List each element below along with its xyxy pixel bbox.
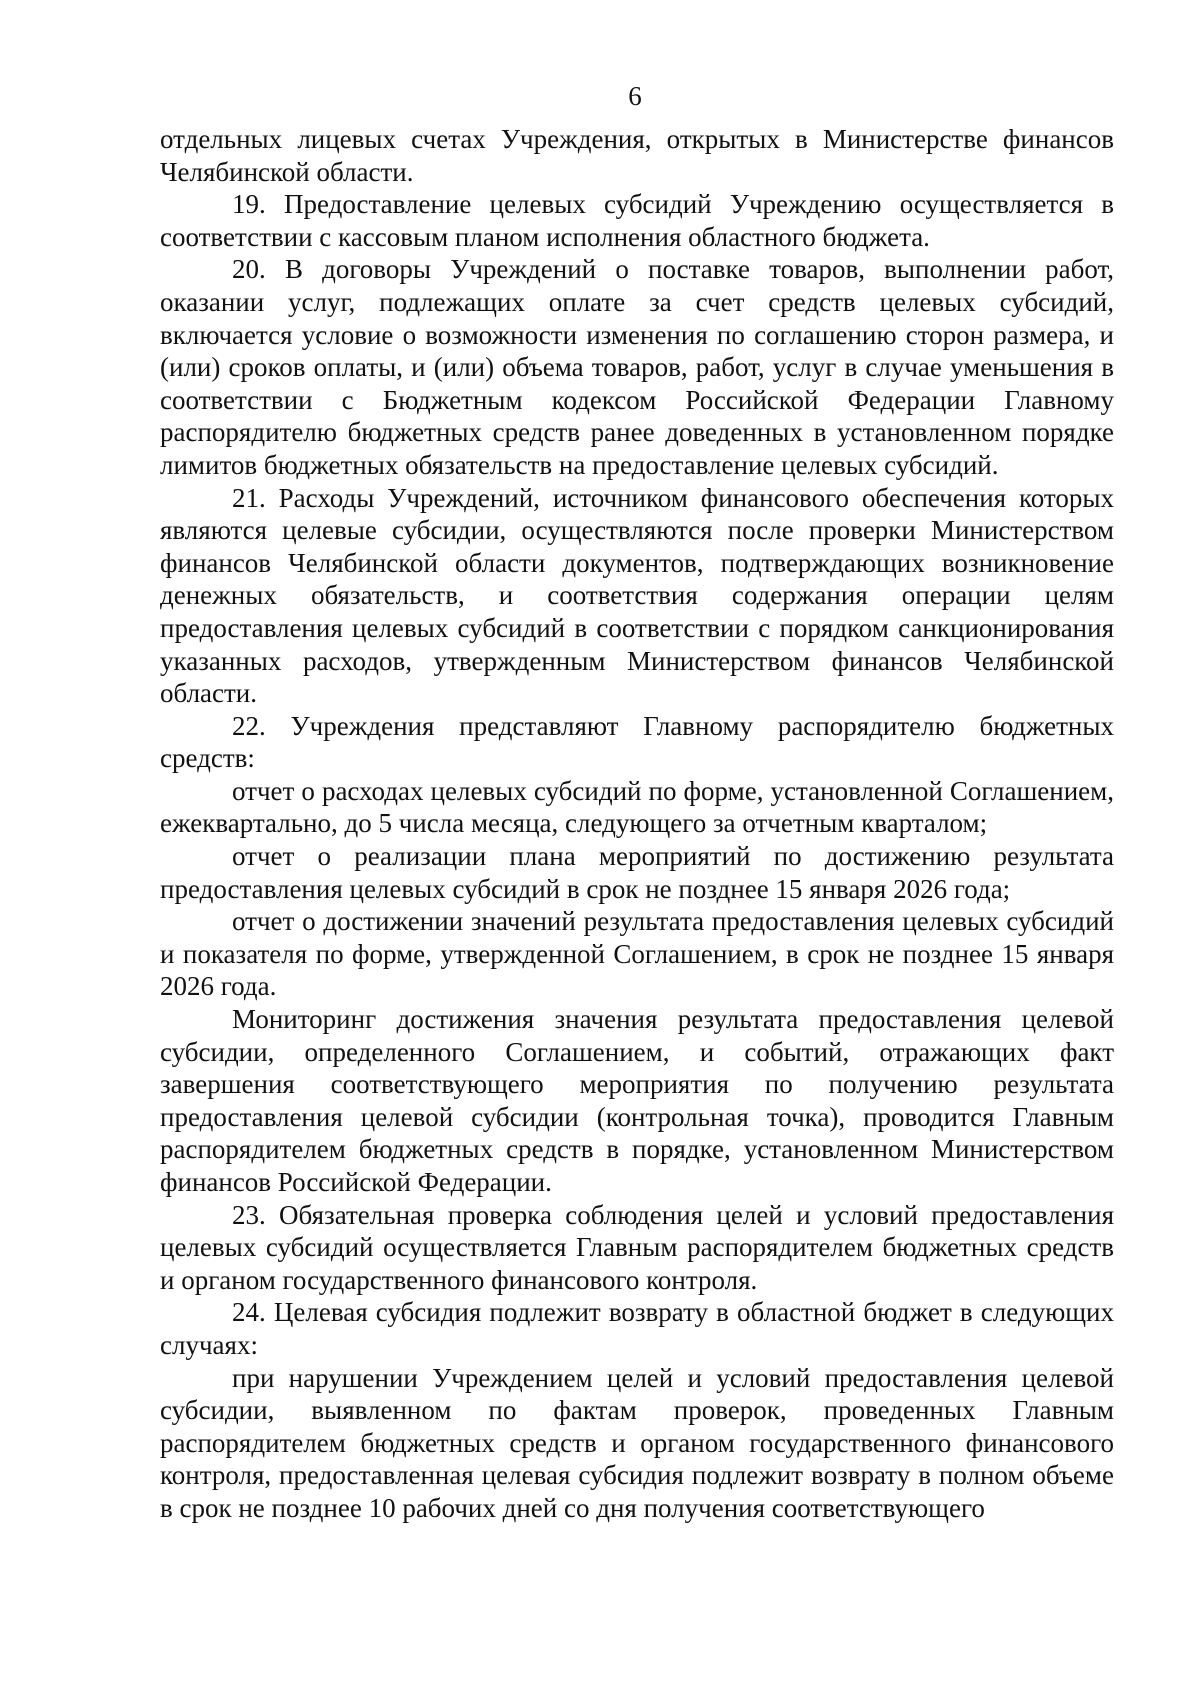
paragraph-20: 20. В договоры Учреждений о поставке товаров, выполнении работ, оказании услуг, подлежащих оплате за счет средств целевых субсидий, включается условие о возможности изменения по соглашению сторон размера, и (или) сроков оплаты, и (или) объема товаров, работ, услуг в случае уменьшения в соответствии с Бюджетным кодексом Российской Федерации Главному распорядителю бюджетных средств ранее доведенных в установленном порядке лимитов бюджетных обязательств на предоставление целевых субсидий.: [160, 254, 1114, 480]
paragraph-continuation: отдельных лицевых счетах Учреждения, открытых в Министерстве финансов Челябинской области.: [160, 124, 1114, 187]
paragraph-24: 24. Целевая субсидия подлежит возврату в областной бюджет в следующих случаях:: [160, 1297, 1114, 1360]
monitoring-paragraph: Мониторинг достижения значения результата предоставления целевой субсидии, определенного Соглашением, и событий, отражающих факт завершения соответствующего мероприятия по получению результата предоставления целевой субсидии (контрольная точка), проводится Главным распорядителем бюджетных средств в порядке, установленном Министерством финансов Российской Федерации.: [160, 1004, 1114, 1197]
paragraph-19: 19. Предоставление целевых субсидий Учреждению осуществляется в соответствии с кассовым планом исполнения областного бюджета.: [160, 189, 1114, 252]
document-body: [160, 123, 1114, 1525]
report-expenses-item: отчет о расходах целевых субсидий по форме, установленной Соглашением, ежеквартально, до 5 числа месяца, следующего за отчетным кварталом;: [160, 775, 1114, 839]
paragraph-21: 21. Расходы Учреждений, источником финансового обеспечения которых являются целевые субсидии, осуществляются после проверки Министерством финансов Челябинской области документов, подтверждающих возникновение денежных обязательств, и соответствия содержания операции целям предоставления целевых субсидий в соответствии с порядком санкционирования указанных расходов, утвержденным Министерством финансов Челябинской области.: [160, 482, 1114, 709]
page-number: 6: [628, 81, 642, 111]
report-results-item: отчет о достижении значений результата предоставления целевых субсидий и показателя по форме, утвержденной Соглашением, в срок не позднее 15 января 2026 года.: [160, 906, 1114, 1002]
paragraph-23: 23. Обязательная проверка соблюдения целей и условий предоставления целевых субсидий осуществляется Главным распорядителем бюджетных средств и органом государственного финансового контроля.: [160, 1199, 1114, 1295]
violation-case-paragraph: при нарушении Учреждением целей и условий предоставления целевой субсидии, выявленном по фактам проверок, проведенных Главным распорядителем бюджетных средств и органом государственного финансового контроля, предоставленная целевая субсидия подлежит возврату в полном объеме в срок не позднее 10 рабочих дней со дня получения соответствующего: [160, 1362, 1114, 1523]
report-plan-item: отчет о реализации плана мероприятий по достижению результата предоставления целевых субсидий в срок не позднее 15 января 2026 года;: [160, 841, 1114, 904]
paragraph-22: 22. Учреждения представляют Главному распорядителю бюджетных средств:: [160, 710, 1114, 774]
